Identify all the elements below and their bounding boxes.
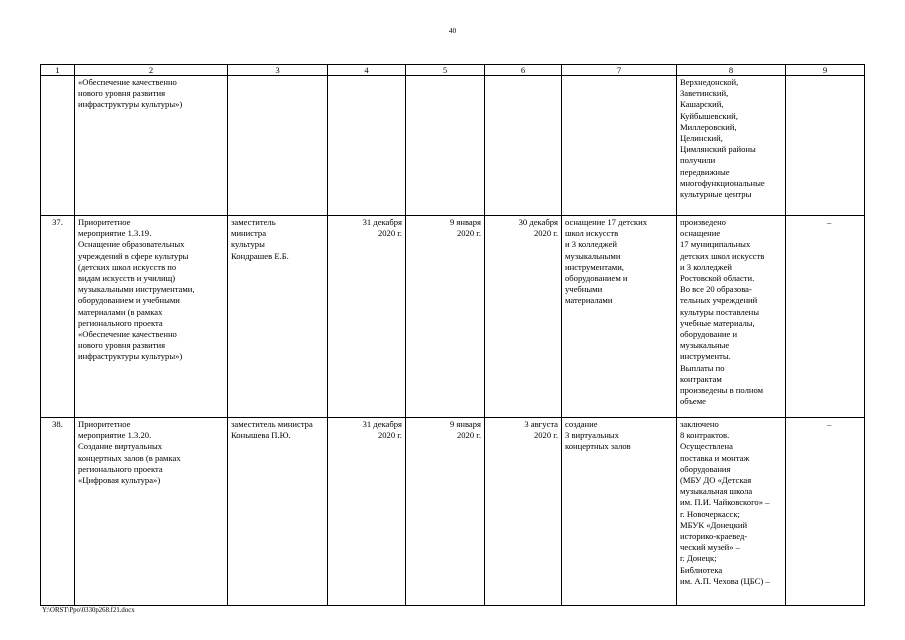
header-cell: 8: [677, 65, 786, 76]
page-number: 40: [448, 26, 457, 35]
table-row: [41, 76, 865, 216]
report-table: [40, 64, 865, 606]
header-cell: 3: [228, 65, 328, 76]
header-cell: 9: [786, 65, 865, 76]
achieved-cell: произведено оснащение 17 муниципальных детских школ искусств и 3 колледжей Ростовской области. Во все 20 образова- тельных учреждений культуры поставлены учебные материалы, оборудование и музыкальные инструменты. Выплаты по контрактам произведены в полном объеме: [677, 216, 786, 418]
note-dash: –: [827, 419, 832, 429]
header-cell: 1: [41, 65, 75, 76]
activity-cell: «Обеспечение качественно нового уровня развития инфраструктуры культуры»): [75, 76, 228, 216]
actual-end-cell: 3 августа 2020 г.: [485, 418, 562, 606]
result-cell: создание 3 виртуальных концертных залов: [562, 418, 677, 606]
responsible-cell: заместитель министра Конышева П.Ю.: [228, 418, 328, 606]
planned-start-cell: 31 декабря 2020 г.: [328, 216, 406, 418]
header-cell: 2: [75, 65, 228, 76]
row-number: 37.: [41, 216, 75, 418]
planned-start-cell: 31 декабря 2020 г.: [328, 418, 406, 606]
header-cell: 4: [328, 65, 406, 76]
planned-start-cell: [328, 76, 406, 216]
note-cell: [786, 216, 865, 418]
table-row: [41, 216, 865, 418]
actual-end-cell: 30 декабря 2020 г.: [485, 216, 562, 418]
row-number: 38.: [41, 418, 75, 606]
planned-end-cell: [406, 76, 485, 216]
note-cell: [786, 76, 865, 216]
note-dash: –: [827, 217, 832, 227]
table-row: [41, 418, 865, 606]
row-number: [41, 76, 75, 216]
activity-cell: Приоритетное мероприятие 1.3.20. Создание виртуальных концертных залов (в рамках регионального проекта «Цифровая культура»): [75, 418, 228, 606]
header-cell: 5: [406, 65, 485, 76]
file-path-footer: Y:\ORST\Ppo\0330p268.f21.docx: [42, 607, 135, 614]
planned-end-cell: 9 января 2020 г.: [406, 418, 485, 606]
result-cell: оснащение 17 детских школ искусств и 3 колледжей музыкальными инструментами, оборудованием и учебными материалами: [562, 216, 677, 418]
responsible-cell: [228, 76, 328, 216]
header-cell: 6: [485, 65, 562, 76]
achieved-cell: заключено 8 контрактов. Осуществлена поставка и монтаж оборудования (МБУ ДО «Детская музыкальная школа им. П.И. Чайковского» – г. Новочеркасск; МБУК «Донецкий историко-краевед- ческий музей» – г. Донецк; Библиотека им. А.П. Чехова (ЦБС) –: [677, 418, 786, 606]
table-header-row: [41, 65, 865, 76]
planned-end-cell: 9 января 2020 г.: [406, 216, 485, 418]
activity-cell: Приоритетное мероприятие 1.3.19. Оснащение образовательных учреждений в сфере культуры (детских школ искусств по видам искусств и училищ) музыкальными инструментами, оборудованием и учебными материалами (в рамках регионального проекта «Обеспечение качественно нового уровня развития инфраструктуры культуры»): [75, 216, 228, 418]
result-cell: [562, 76, 677, 216]
note-cell: [786, 418, 865, 606]
actual-end-cell: [485, 76, 562, 216]
header-cell: 7: [562, 65, 677, 76]
responsible-cell: заместитель министра культуры Кондрашев Е.Б.: [228, 216, 328, 418]
achieved-cell: Верхнедонской, Заветинский, Кашарский, Куйбышевский, Миллеровский, Целинский, Цимлянский районы получили передвижные многофункциональные культурные центры: [677, 76, 786, 216]
